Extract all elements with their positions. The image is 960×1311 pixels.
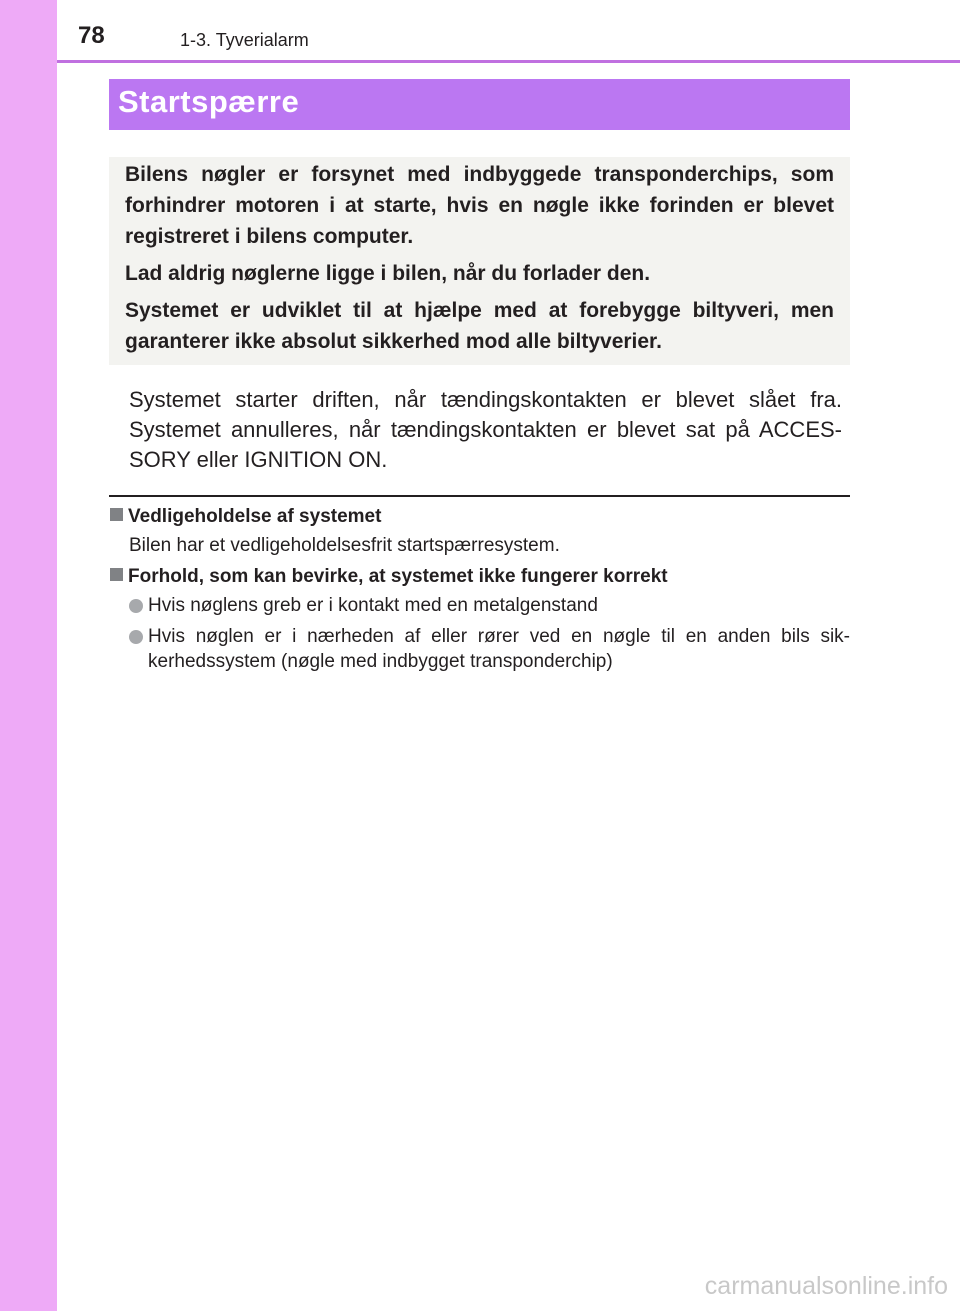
section-label: 1-3. Tyverialarm <box>180 30 309 50</box>
note-heading-text: Vedligeholdelse af systemet <box>128 506 382 527</box>
list-item-text: Hvis nøglen er i nærheden af eller rører ved en nøgle til en anden bils sik-kerhedssystem (nøgle med indbygget transponderchip) <box>148 626 850 672</box>
note-text-maintenance: Bilen har et vedligeholdelsesfrit startspærresystem. <box>129 535 560 556</box>
divider <box>109 495 850 497</box>
note-heading-maintenance <box>110 506 381 528</box>
intro-box <box>109 157 850 365</box>
list-item <box>129 624 850 674</box>
square-bullet-icon <box>110 508 123 521</box>
circle-bullet-icon <box>129 599 143 613</box>
body-paragraph: Systemet starter driften, når tændingskontakten er blevet slået fra. Systemet annulleres, når tændingskontakten er blevet sat på ACCES-SORY eller IGNITION ON. <box>129 387 842 472</box>
page-number: 78 <box>78 22 105 49</box>
square-bullet-icon <box>110 568 123 581</box>
list-item <box>129 593 850 618</box>
watermark: carmanualsonline.info <box>704 1272 948 1300</box>
intro-paragraph-3: Systemet er udviklet til at hjælpe med at forebygge biltyveri, men garanterer ikke absolut sikkerhed mod alle biltyverier. <box>125 299 834 353</box>
title-bar <box>109 79 850 130</box>
intro-paragraph-2: Lad aldrig nøglerne ligge i bilen, når du forlader den. <box>125 262 651 285</box>
header-rule <box>57 60 960 63</box>
side-strip <box>0 0 57 1311</box>
page-title: Startspærre <box>118 84 300 119</box>
intro-paragraph-1: Bilens nøgler er forsynet med indbyggede transponderchips, som forhindrer motoren i at starte, hvis en nøgle ikke forinden er blevet registreret i bilens computer. <box>125 163 834 248</box>
list-item-text: Hvis nøglens greb er i kontakt med en metalgenstand <box>148 595 598 616</box>
note-heading-text: Forhold, som kan bevirke, at systemet ikke fungerer korrekt <box>128 566 668 587</box>
note-heading-conditions <box>110 566 668 588</box>
circle-bullet-icon <box>129 630 143 644</box>
